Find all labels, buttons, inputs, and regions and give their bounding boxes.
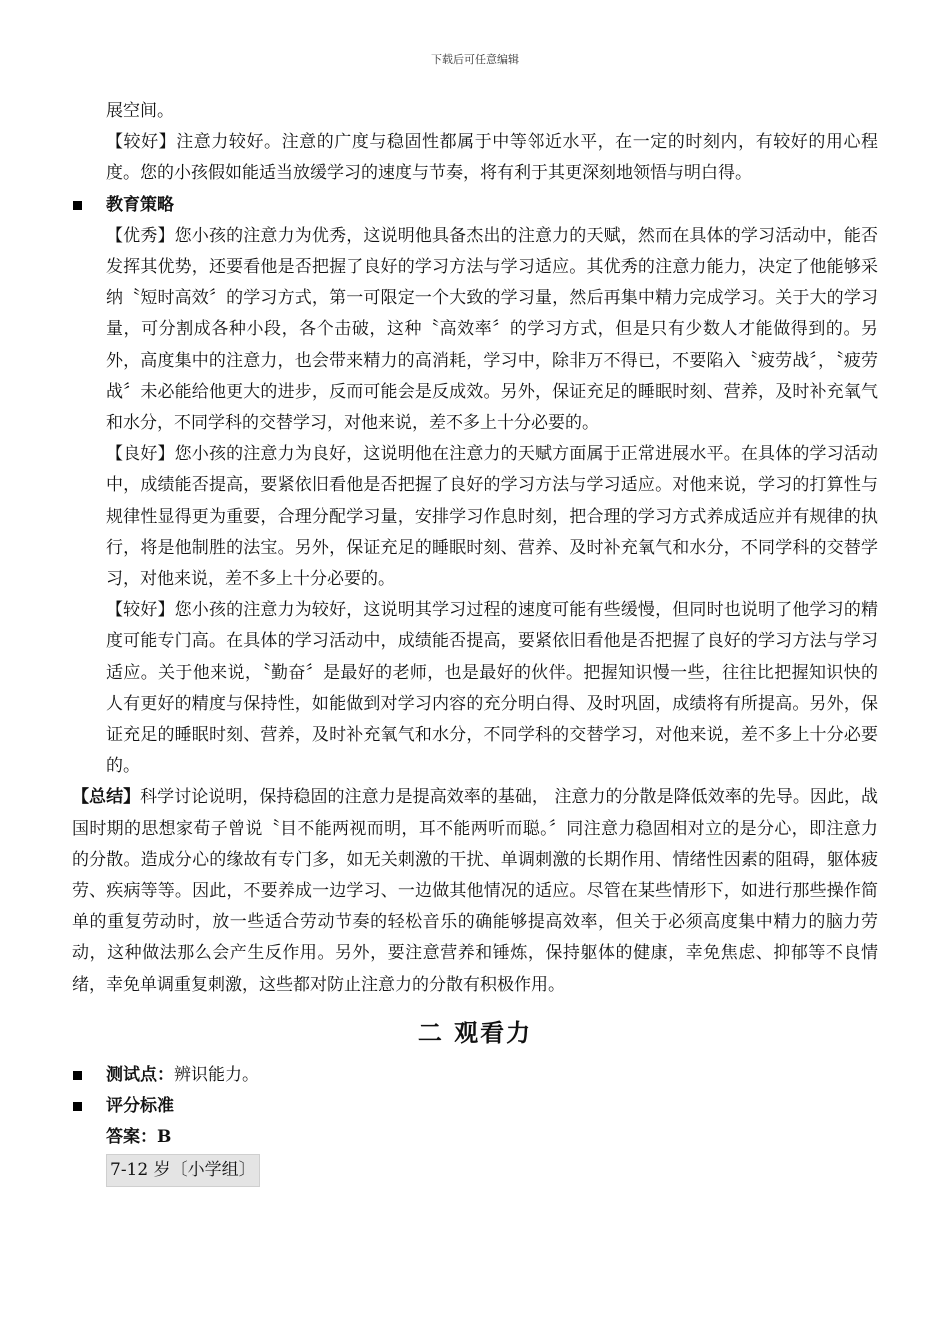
good-strategy-text: 您小孩的注意力为良好，这说明他在注意力的天赋方面属于正常进展水平。在具体的学习活动中，成绩能否提高，要紧依旧看他是否把握了良好的学习方法与学习适应。对他来说，学习的打算性与规律性显得更为重要，合理分配学习量，安排学习作息时刻，把合理的学习方式养成适应并有规律的执行，将是他制胜的法宝。另外，保证充足的睡眠时刻、营养、及时补充氧气和水分，不同学科的交替学习，对他来说，差不多上十分必要的。 [106,444,879,590]
page-header: 下载后可任意编辑 [431,53,519,66]
fair-strategy-text: 您小孩的注意力为较好，这说明其学习过程的速度可能有些缓慢，但同时也说明了他学习的精度可能专门高。在具体的学习活动中，成绩能否提高，要紧依旧看他是否把握了良好的学习方法与学习适应。关于他来说，〝勤奋〞是最好的老师，也是最好的伙伴。把握知识慢一些，往往比把握知识快的人有更好的精度与保持性，如能做到对学习内容的充分明白得、及时巩固，成绩将有所提高。另外，保证充足的睡眠时刻、营养，及时补充氧气和水分，不同学科的交替学习，对他来说，差不多上十分必要的。 [106,600,879,777]
fair-strategy-paragraph [106,595,878,782]
good-label: 【较好】 [106,132,177,153]
good-strategy-label: 【良好】 [106,444,175,465]
fair-strategy-label: 【较好】 [106,600,175,621]
intro-continuation: 展空间。 [106,101,174,121]
summary-paragraph [72,782,878,1000]
answer-row [106,1122,878,1153]
excellent-text: 您小孩的注意力为优秀，这说明他具备杰出的注意力的天赋，然而在具体的学习活动中，能否发挥其优势，还要看他是否把握了良好的学习方法与学习适应。其优秀的注意力能力，决定了他能够采纳〝短时高效〞的学习方式，第一可限定一个大致的学习量，然后再集中精力完成学习。关于大的学习量，可分割成各种小段，各个击破，这种〝高效率〞的学习方式，但是只有少数人才能做得到的。另外，高度集中的注意力，也会带来精力的高消耗，学习中，除非万不得已，不要陷入〝疲劳战〞，〝疲劳战〞未必能给他更大的进步，反而可能会是反成效。另外，保证充足的睡眠时刻、营养，及时补充氧气和水分，不同学科的交替学习，对他来说，差不多上十分必要的。 [106,225,879,434]
excellent-paragraph [106,221,878,439]
square-bullet-icon [73,1102,82,1111]
test-point-row [106,1060,878,1091]
summary-label: 【总结】 [72,787,141,808]
square-bullet-icon [73,1071,82,1080]
age-group-label: 7-12 岁〔小学组〕 [106,1154,260,1187]
test-point-label: 测试点： [106,1064,174,1085]
good-text: 注意力较好。注意的广度与稳固性都属于中等邻近水平，在一定的时刻内，有较好的用心程度。您的小孩假如能适当放缓学习的速度与节奏，将有利于其更深刻地领悟与明白得。 [106,132,878,184]
good-strategy-paragraph [106,439,878,595]
square-bullet-icon [73,201,82,210]
strategy-heading-row [106,190,878,221]
excellent-label: 【优秀】 [106,225,175,246]
scoring-heading: 评分标准 [106,1096,174,1117]
test-point-value: 辨识能力。 [174,1064,259,1085]
document-body [0,96,950,1187]
summary-text: 科学讨论说明，保持稳固的注意力是提高效率的基础， 注意力的分散是降低效率的先导。因此，战国时期的思想家荀子曾说〝目不能两视而明，耳不能两听而聪。〞同注意力稳固相对立的是分心，即注意力的分散。造成分心的缘故有专门多，如无关刺激的干扰、单调刺激的长期作用、情绪性因素的阻碍，躯体疲劳、疾病等等。因此，不要养成一边学习、一边做其他情况的适应。尽管在某些情形下，如进行那些操作简单的重复劳动时，放一些适合劳动节奏的轻松音乐的确能够提高效率，但关于必须高度集中精力的脑力劳动，这种做法那么会产生反作用。另外，要注意营养和锤炼，保持躯体的健康，幸免焦虑、抑郁等不良情绪，幸免单调重复刺激，这些都对防止注意力的分散有积极作用。 [72,787,879,995]
section-title: 二 观看力 [417,1017,533,1047]
answer-value: B [157,1127,172,1148]
strategy-heading: 教育策略 [106,194,174,215]
answer-label: 答案： [106,1127,157,1148]
age-group-row [106,1154,878,1187]
intro-good-paragraph [106,127,878,189]
scoring-heading-row [106,1091,878,1122]
